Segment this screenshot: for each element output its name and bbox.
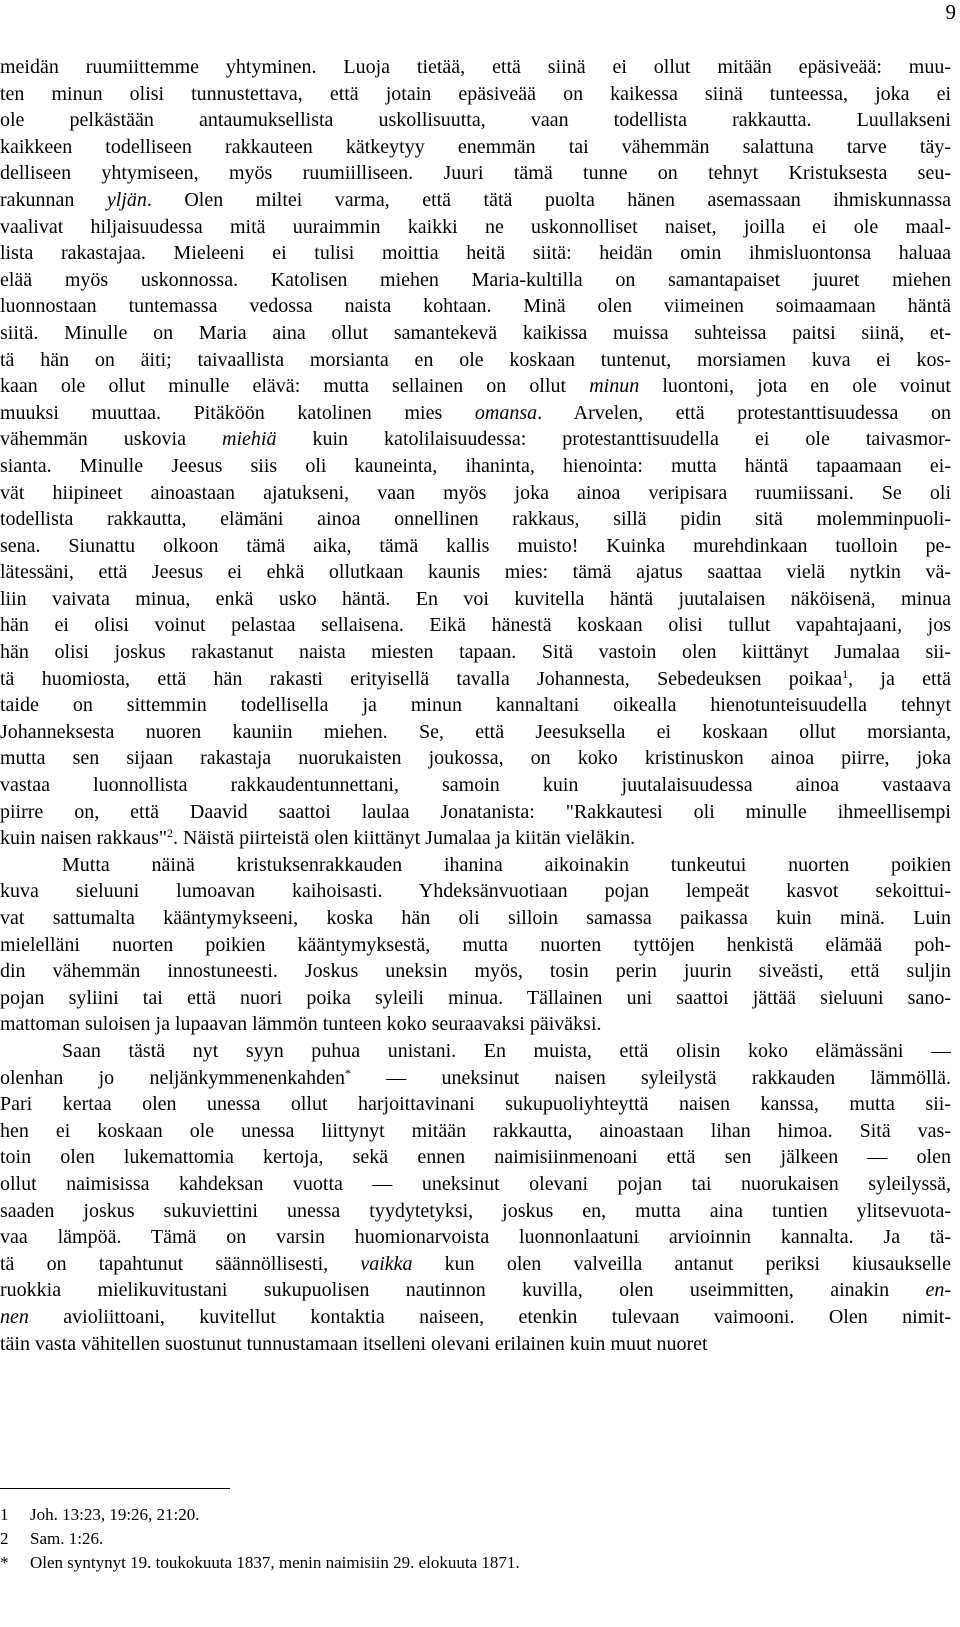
text-line: vastaa luonnollista rakkaudentunnettani, samoin kuin juutalaisuudessa ainoa vastaava	[0, 774, 951, 797]
footnote-text: Sam. 1:26.	[30, 1529, 104, 1548]
text-line: lista rakastajaa. Mieleeni ei tulisi moittia heitä siitä: heidän omin ihmisluontonsa haluaa	[0, 242, 951, 265]
text-line: lätessäni, että Jeesus ei ehkä ollutkaan kaunis mies: tämä ajatus saattaa vielä nytkin vä-	[0, 561, 951, 584]
text-line: mutta sen sijaan rakastaja nuorukaisten joukossa, on koko kristinuskon ainoa piirre, joka	[0, 747, 951, 770]
text-line: vähemmän uskovia miehiä kuin katolilaisuudessa: protestanttisuudella ei ole taivasmor-	[0, 428, 951, 451]
italic-text: omansa	[474, 401, 538, 424]
italic-text: miehiä	[222, 428, 277, 451]
text-line: meidän ruumiittemme yhtyminen. Luoja tietää, että siinä ei ollut mitään epäsiveää: muu-	[0, 56, 951, 78]
footnote-divider	[0, 1488, 230, 1489]
text-line: siitä. Minulle on Maria aina ollut samantekevä kaikissa muissa suhteissa paitsi siinä, et-	[0, 321, 951, 344]
text-line: muuksi muuttaa. Pitäköön katolinen mies omansa. Arvelen, että protestanttisuudessa on	[0, 401, 951, 424]
footnote	[0, 1551, 951, 1575]
text-line: vaa lämpöä. Tämä on varsin huomionarvoista luonnonlaatuni arvioinnin kannalta. Ja tä-	[0, 1226, 951, 1249]
text-line: Mutta näinä kristuksenrakkauden ihanina aikoinakin tunkeutui nuorten poikien	[62, 853, 951, 876]
footnote-mark: 1	[0, 1505, 9, 1524]
text-line: Saan tästä nyt syyn puhua unistani. En muista, että olisin koko elämässäni —	[62, 1039, 951, 1062]
footnote-mark: *	[0, 1553, 9, 1572]
footnote-text: Olen syntynyt 19. toukokuuta 1837, menin naimisiin 29. elokuuta 1871.	[30, 1553, 520, 1572]
text-line: piirre on, että Daavid saattoi laulaa Jonatanista: "Rakkautesi oli minulle ihmeellisempi	[0, 800, 951, 823]
text-line: taide on sittemmin todellisella ja minun kannaltani oikealla hienotunteisuudella tehnyt	[0, 694, 951, 717]
paragraph	[0, 852, 951, 1038]
text-line: Pari kertaa olen unessa ollut harjoittavinani sukupuoliyhteyttä naisen kanssa, mutta sii-	[0, 1093, 951, 1116]
text-line: pojan syliini tai että nuori poika syleili minua. Tällainen uni saattoi jättää sieluuni sano-	[0, 986, 951, 1009]
footnote	[0, 1527, 951, 1551]
text-line: hän ei olisi voinut pelastaa sellaisena. Eikä hänestä koskaan olisi tullut vapahtajaani, jos	[0, 614, 951, 637]
text-line: rakunnan yljän. Olen miltei varma, että tätä puolta hänen asemassaan ihmiskunnassa	[0, 188, 951, 211]
text-line: luonnostaan tuntemassa vedossa naista kohtaan. Minä olen viimeinen soimaamaan häntä	[0, 295, 951, 318]
text-line: ten minun olisi tunnustettava, että jotain epäsiveää on kaikessa siinä tunteessa, joka ei	[0, 82, 951, 105]
text-line: kuva sieluuni lumoavan kaihoisasti. Yhdeksänvuotiaan pojan lempeät kasvot sekoittui-	[0, 880, 951, 903]
text-line: delliseen yhtymiseen, myös ruumiilliseen. Juuri tämä tunne on tehnyt Kristuksesta seu-	[0, 162, 951, 185]
text-line: liin vaivata minua, enkä usko häntä. En voi kuvitella häntä juutalaisen näköisenä, minua	[0, 587, 951, 610]
text-line: olenhan jo neljänkymmenenkahden* — uneksinut naisen syleilystä rakkauden lämmöllä.	[0, 1065, 951, 1089]
text-line: din vähemmän innostuneesti. Joskus uneksin myös, tosin perin juurin siveästi, että suljin	[0, 960, 951, 983]
footnote-reference: *	[344, 1065, 351, 1080]
text-line: kaan ole ollut minulle elävä: mutta sellainen on ollut minun luontoni, jota en ole voinut	[0, 375, 951, 398]
text-line: sena. Siunattu olkoon tämä aika, tämä kallis muisto! Kuinka murehdinkaan tuolloin pe-	[0, 534, 951, 557]
text-line: tä on tapahtunut säännöllisesti, vaikka kun olen valveilla antanut periksi kiusaukselle	[0, 1252, 951, 1275]
text-line: toin olen lukemattomia kertoja, sekä ennen naimisiinmenoani että sen jälkeen — olen	[0, 1146, 951, 1169]
footnote	[0, 1503, 951, 1527]
text-line: vaalivat hiljaisuudessa mitä uuraimmin kaikki ne uskonnolliset naiset, joilla ei ole maal-	[0, 215, 951, 238]
text-line: hen ei koskaan ole unessa liittynyt mitään rakkautta, ainoastaan lihan himoa. Sitä vas-	[0, 1119, 951, 1142]
text-line: nen avioliittoani, kuvitellut kontaktia naiseen, etenkin tulevaan vaimooni. Olen nimit-	[0, 1305, 951, 1328]
text-line: vat sattumalta kääntymykseeni, koska hän oli silloin samassa paikassa kuin minä. Luin	[0, 907, 951, 929]
italic-text: nen	[0, 1305, 29, 1328]
paragraph	[0, 1038, 951, 1357]
text-line: tä huomiosta, että hän rakasti erityisellä tavalla Johannesta, Sebedeuksen poikaa$^1$, ja että	[0, 666, 951, 690]
text-line: hän olisi joskus rakastanut naista miesten tapaan. Sitä vastoin olen kiittänyt Jumalaa sii-	[0, 641, 951, 664]
text-line: sianta. Minulle Jeesus siis oli kauneinta, ihaninta, hienointa: mutta häntä tapaamaan ei-	[0, 454, 951, 477]
text-line: Johanneksesta nuoren kauniin miehen. Se, että Jeesuksella ei koskaan ollut morsianta,	[0, 720, 951, 743]
text-line: kaikkeen todelliseen rakkauteen kätkeytyy enemmän tai vähemmän salattuna tarve täy-	[0, 135, 951, 158]
body-text	[0, 54, 951, 1357]
footnote-reference: 2	[167, 826, 174, 841]
footnote-mark: 2	[0, 1529, 9, 1548]
footnotes	[0, 1503, 951, 1575]
text-line: elää myös uskonnossa. Katolisen miehen Maria-kultilla on samantapaiset juuret miehen	[0, 268, 951, 291]
italic-text: minun	[589, 375, 640, 398]
footnote-reference: 1	[842, 666, 849, 681]
italic-text: vaikka	[360, 1252, 413, 1275]
text-line: ollut naimisissa kahdeksan vuotta — uneksinut olevani pojan tai nuorukaisen syleilyssä,	[0, 1172, 951, 1195]
page-number: 9	[945, 0, 956, 24]
text-line: vät hiipineet ainoastaan ajatukseni, vaan myös joka ainoa veripisara ruumiissani. Se oli	[0, 481, 951, 504]
text-line: kuin naisen rakkaus"$^2$. Näistä piirteistä olen kiittänyt Jumalaa ja kiitän vieläkin.	[0, 826, 636, 850]
text-line: ruokkia mielikuvitustani sukupuolisen nautinnon kuvilla, olen useimmitten, ainakin en-	[0, 1279, 951, 1302]
italic-text: yljän	[106, 188, 147, 211]
text-line: mattoman suloisen ja lupaavan lämmön tunteen koko seuraavaksi päiväksi.	[0, 1013, 602, 1036]
text-line: täin vasta vähitellen suostunut tunnustamaan itselleni olevani erilainen kuin muut nuoret	[0, 1332, 708, 1355]
italic-text: en-	[925, 1279, 951, 1302]
text-line: mielelläni nuorten poikien kääntymyksestä, mutta nuorten tyttöjen henkistä elämää poh-	[0, 933, 951, 956]
paragraph	[0, 54, 951, 852]
text-line: todellista rakkautta, elämäni ainoa onnellinen rakkaus, sillä pidin sitä molemminpuoli-	[0, 508, 951, 531]
text-line: tä hän on äiti; taivaallista morsianta en ole koskaan tuntenut, morsiamen kuva ei kos-	[0, 348, 951, 371]
footnote-text: Joh. 13:23, 19:26, 21:20.	[30, 1505, 200, 1524]
text-line: saaden joskus sukuviettini unessa tyydytetyksi, joskus en, mutta aina tuntien ylitsevuota-	[0, 1199, 951, 1222]
text-line: ole pelkästään antaumuksellista uskollisuutta, vaan todellista rakkautta. Luullakseni	[0, 109, 951, 132]
